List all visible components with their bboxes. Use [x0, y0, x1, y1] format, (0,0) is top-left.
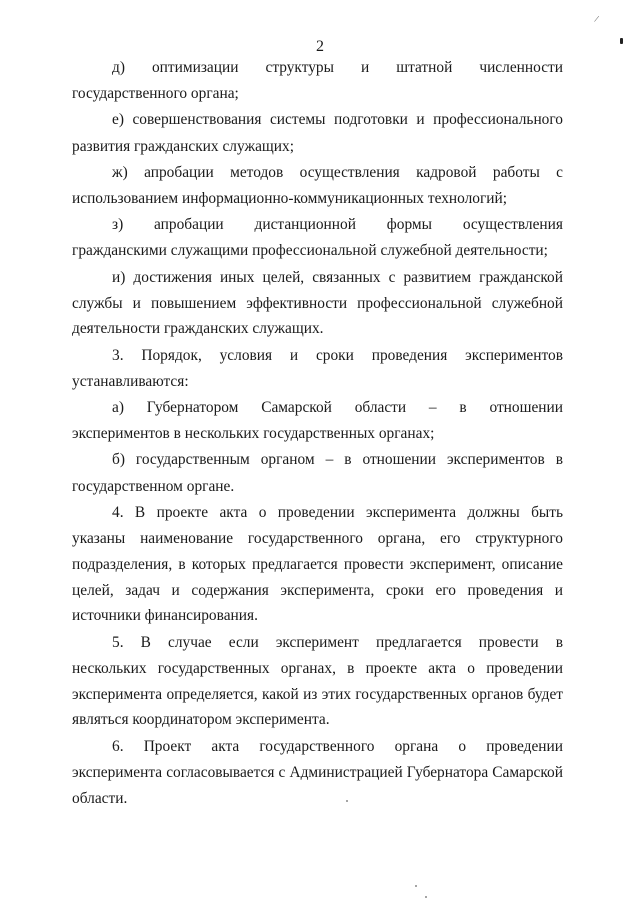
paragraph-continuation: развития гражданских служащих;: [72, 137, 294, 155]
paragraph-continuation: государственного органа;: [72, 85, 239, 103]
paragraph: [72, 212, 563, 264]
paragraph: [72, 343, 563, 395]
paragraph: [72, 500, 563, 629]
paragraph-first-line: и) достижения иных целей, связанных с развитием гражданской: [112, 268, 563, 286]
scan-speck: [346, 800, 348, 802]
scan-mark: /: [593, 13, 600, 26]
paragraph: [72, 107, 563, 159]
scan-speck: [415, 885, 417, 887]
scan-speck: [425, 896, 427, 898]
paragraph-first-line: 4. В проекте акта о проведении эксперимента должны быть: [112, 503, 563, 521]
paragraph: [72, 55, 563, 107]
paragraph-continuation: службы и повышением эффективности профессиональной служебной деятельности гражданских служащих.: [72, 294, 563, 338]
paragraph-continuation: нескольких государственных органах, в проекте акта о проведении эксперимента определяется, какой из этих государственных органов будет являться координатором эксперимента.: [72, 659, 563, 729]
paragraph-first-line: е) совершенствования системы подготовки и профессионального: [112, 111, 563, 129]
paragraph-continuation: эксперимента согласовывается с Администрацией Губернатора Самарской области.: [72, 763, 563, 807]
paragraph: [72, 630, 563, 734]
paragraph-first-line: 6. Проект акта государственного органа о проведении: [112, 737, 563, 755]
paragraph-first-line: 5. В случае если эксперимент предлагается провести в: [112, 633, 563, 651]
paragraph-continuation: государственном органе.: [72, 477, 235, 495]
paragraph-continuation: использованием информационно-коммуникационных технологий;: [72, 189, 508, 207]
paragraph-continuation: указаны наименование государственного органа, его структурного подразделения, в которых предлагается провести эксперимент, описание целей, задач и содержания эксперимента, сроки его проведения и источники финансирования.: [72, 529, 563, 625]
paragraph-continuation: гражданскими служащими профессиональной служебной деятельности;: [72, 242, 548, 260]
paragraph-first-line: з) апробации дистанционной формы осуществления: [112, 216, 563, 234]
paragraph-first-line: д) оптимизации структуры и штатной численности: [112, 59, 563, 76]
paragraph-first-line: 3. Порядок, условия и сроки проведения экспериментов: [112, 346, 563, 364]
paragraph: [72, 160, 563, 212]
paragraph-first-line: а) Губернатором Самарской области – в отношении: [112, 399, 563, 417]
paragraph: [72, 395, 563, 447]
paragraph: [72, 447, 563, 499]
document-body: [72, 55, 563, 812]
paragraph: [72, 734, 563, 812]
page-number: 2: [316, 38, 324, 55]
paragraph: [72, 265, 563, 343]
paragraph-continuation: устанавливаются:: [72, 372, 189, 390]
paragraph-continuation: экспериментов в нескольких государственных органах;: [72, 425, 435, 443]
paragraph-first-line: ж) апробации методов осуществления кадровой работы с: [112, 163, 563, 181]
paragraph-first-line: б) государственным органом – в отношении экспериментов в: [112, 451, 563, 469]
